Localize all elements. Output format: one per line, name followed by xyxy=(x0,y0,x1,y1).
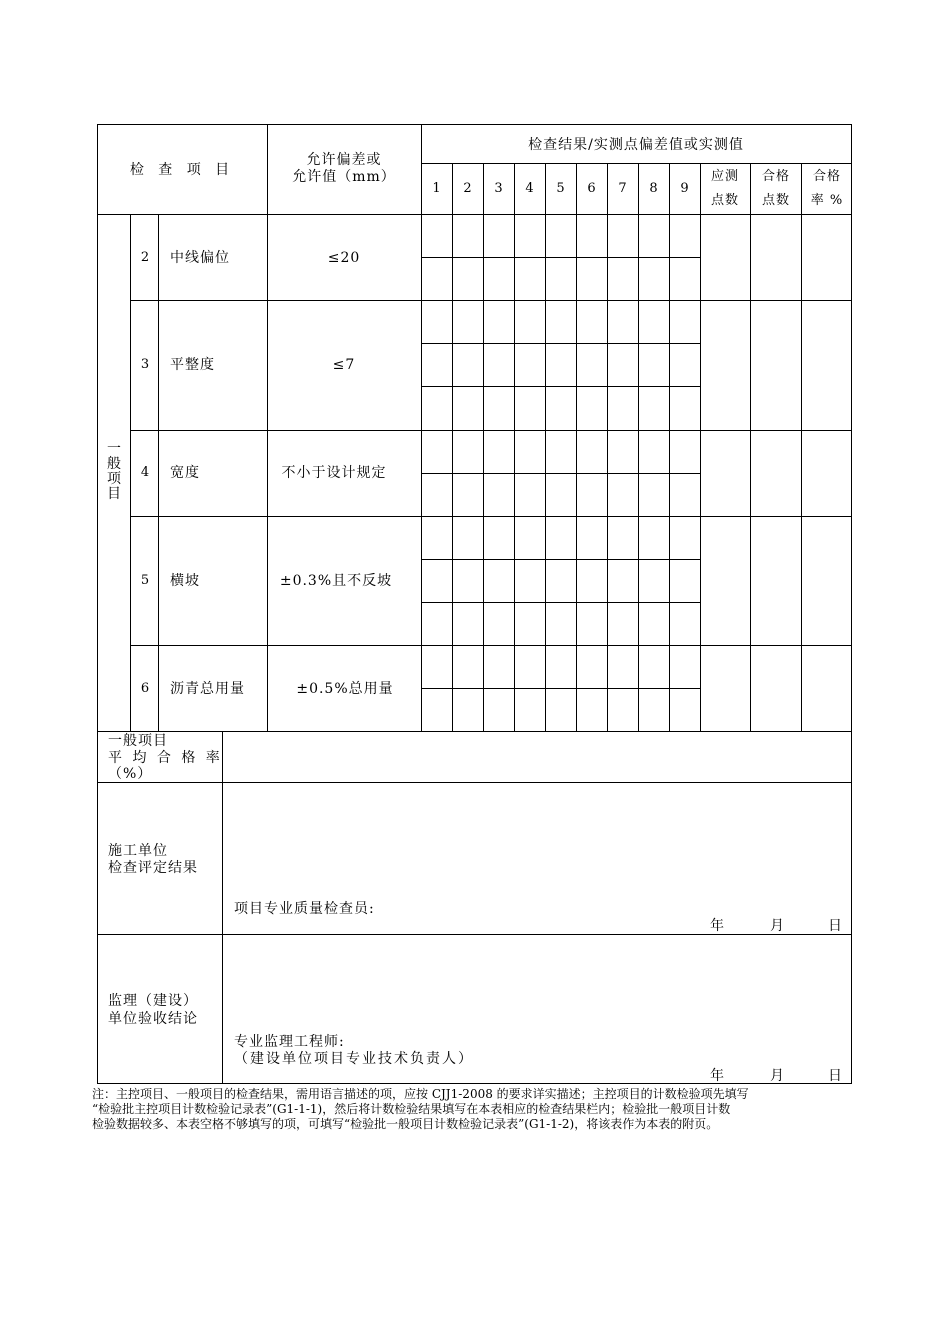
grid-line xyxy=(97,1083,852,1084)
grid-line xyxy=(130,516,852,517)
supervisor-label-line2: 单位验收结论 xyxy=(108,1011,198,1027)
grid-line xyxy=(669,163,670,732)
grid-line xyxy=(421,386,701,387)
contractor-year: 年 xyxy=(710,918,725,934)
header-should-measure-line1: 应测 xyxy=(710,169,740,184)
grid-line xyxy=(421,163,852,164)
grid-line xyxy=(607,163,608,732)
grid-line xyxy=(545,163,546,732)
point-number-header: 2 xyxy=(463,181,472,196)
contractor-label-line1: 施工单位 xyxy=(108,843,168,859)
grid-line xyxy=(267,124,268,732)
grid-line xyxy=(700,163,701,732)
grid-line xyxy=(801,163,802,732)
contractor-inspector-label: 项目专业质量检查员: xyxy=(234,901,375,917)
grid-line xyxy=(97,124,852,125)
grid-line xyxy=(851,124,852,1084)
grid-line xyxy=(97,124,98,1084)
footnote xyxy=(92,1087,862,1132)
header-inspection-item: 检 查 项 目 xyxy=(129,162,235,178)
grid-line xyxy=(97,731,852,732)
grid-line xyxy=(421,602,701,603)
general-items-label: 一般项目 xyxy=(107,441,121,502)
footnote-line-3: 检验数据较多、本表空格不够填写的项，可填写“检验批一般项目计数检验记录表”(G1-1-2)，将该表作为本表的附页。 xyxy=(92,1117,719,1131)
point-number-header: 1 xyxy=(432,181,441,196)
grid-line xyxy=(638,163,639,732)
average-label-line1: 一般项目 xyxy=(108,733,168,749)
item-name: 宽度 xyxy=(170,465,200,481)
grid-line xyxy=(97,782,852,783)
item-tolerance: ≤7 xyxy=(332,357,356,373)
grid-line xyxy=(222,731,223,1084)
grid-line xyxy=(421,124,422,732)
supervisor-day: 日 xyxy=(828,1068,843,1084)
item-name: 中线偏位 xyxy=(170,250,230,266)
supervisor-engineer-label: 专业监理工程师: xyxy=(234,1034,345,1050)
average-label-line3: （%） xyxy=(108,766,153,782)
header-qualified-points-line2: 点数 xyxy=(761,193,791,208)
grid-line xyxy=(421,257,701,258)
grid-line xyxy=(576,163,577,732)
item-no: 5 xyxy=(140,573,150,588)
item-no: 2 xyxy=(140,250,150,265)
grid-line xyxy=(97,934,852,935)
item-tolerance: ±0.5%总用量 xyxy=(296,681,394,697)
grid-line xyxy=(750,163,751,732)
contractor-day: 日 xyxy=(828,918,843,934)
item-name: 平整度 xyxy=(170,357,215,373)
header-pass-rate-line2: 率 % xyxy=(810,193,844,208)
grid-line xyxy=(452,163,453,732)
grid-line xyxy=(130,300,852,301)
grid-line xyxy=(130,214,131,732)
supervisor-month: 月 xyxy=(770,1068,785,1084)
item-tolerance: 不小于设计规定 xyxy=(281,465,387,481)
item-name: 沥青总用量 xyxy=(170,681,245,697)
contractor-label-line2: 检查评定结果 xyxy=(108,860,198,876)
grid-line xyxy=(421,688,701,689)
grid-line xyxy=(421,343,701,344)
grid-line xyxy=(158,214,159,732)
item-no: 6 xyxy=(140,681,150,696)
item-no: 3 xyxy=(140,357,150,372)
grid-line xyxy=(421,559,701,560)
point-number-header: 3 xyxy=(494,181,503,196)
supervisor-engineer-alt-label: （建设单位项目专业技术负责人） xyxy=(234,1051,474,1067)
item-name: 横坡 xyxy=(170,573,200,589)
header-pass-rate-line1: 合格 xyxy=(812,169,842,184)
footnote-line-1: 注：主控项目、一般项目的检查结果，需用语言描述的项，应按 CJJ1-2008 的要求详实描述；主控项目的计数检验项先填写 xyxy=(92,1087,749,1101)
header-qualified-points-line1: 合格 xyxy=(761,169,791,184)
grid-line xyxy=(483,163,484,732)
grid-line xyxy=(421,473,701,474)
point-number-header: 4 xyxy=(525,181,534,196)
grid-line xyxy=(97,214,852,215)
point-number-header: 9 xyxy=(680,181,689,196)
header-tolerance-line1: 允许偏差或 xyxy=(306,152,382,168)
average-label-line2: 平 均 合 格 率 xyxy=(108,750,223,766)
footnote-line-2: “检验批主控项目计数检验记录表”(G1-1-1)，然后将计数检验结果填写在本表相应的检查结果栏内；检验批一般项目计数 xyxy=(92,1102,731,1116)
contractor-month: 月 xyxy=(770,918,785,934)
point-number-header: 5 xyxy=(556,181,565,196)
point-number-header: 7 xyxy=(618,181,627,196)
grid-line xyxy=(130,430,852,431)
header-should-measure-line2: 点数 xyxy=(710,193,740,208)
item-tolerance: ±0.3%且不反坡 xyxy=(279,573,393,589)
grid-line xyxy=(514,163,515,732)
supervisor-label-line1: 监理（建设） xyxy=(108,993,198,1009)
supervisor-year: 年 xyxy=(710,1068,725,1084)
item-no: 4 xyxy=(140,465,150,480)
grid-line xyxy=(130,645,852,646)
item-tolerance: ≤20 xyxy=(327,250,361,266)
header-tolerance-line2: 允许值（mm） xyxy=(292,169,396,185)
point-number-header: 8 xyxy=(649,181,658,196)
header-results-title: 检查结果/实测点偏差值或实测值 xyxy=(528,137,744,153)
point-number-header: 6 xyxy=(587,181,596,196)
